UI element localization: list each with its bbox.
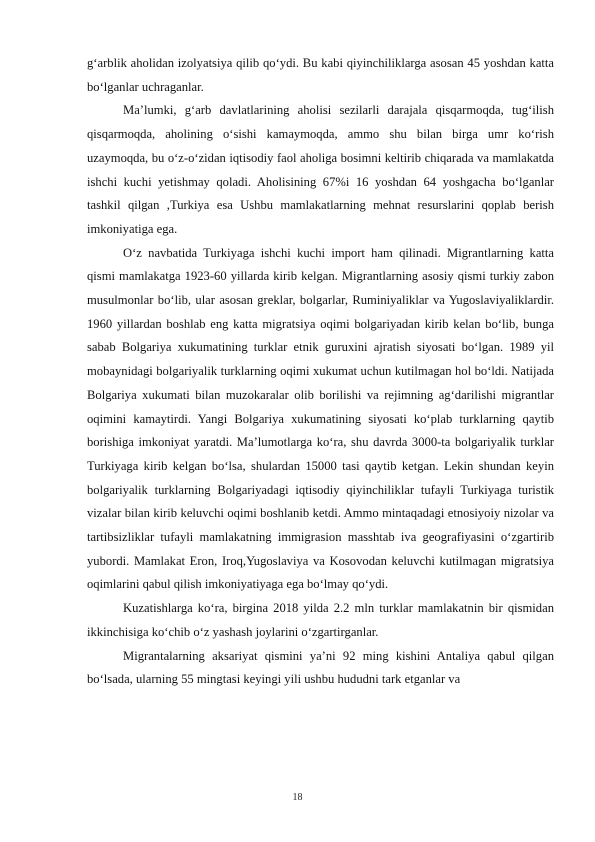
document-body [87, 52, 554, 692]
paragraph-western-population: Ma’lumki, g‘arb davlatlarining aholisi sezilarli darajala qisqarmoqda, tug‘ilish qisqarmoqda, aholining o‘sishi kamaymoqda, ammo shu bilan birga umr ko‘rish uzaymoqda, bu o‘z-o‘zidan iqtisodiy faol aholiga bosimni keltirib chiqarada va mamlakatda ishchi kuchi yetishmay qoladi. Aholisining 67%i 16 yoshdan 64 yoshgacha bo‘lganlar tashkil qilgan ,Turkiya esa Ushbu mamlakatlarning mehnat resurslarini qoplab berish imkoniyatiga ega. [87, 103, 554, 236]
paragraph-2018-migration: Kuzatishlarga ko‘ra, birgina 2018 yilda 2.2 mln turklar mamlakatnin bir qismidan ikkinchisiga ko‘chib o‘z yashash joylarini o‘zgartirganlar. [87, 601, 554, 639]
paragraph-labor-import: O‘z navbatida Turkiyaga ishchi kuchi import ham qilinadi. Migrantlarning katta qismi mamlakatga 1923-60 yillarda kirib kelgan. Migrantlarning asosiy qismi turkiy zabon musulmonlar bo‘lib, ular asosan greklar, bolgarlar, Ruminiyaliklar va Yugoslaviyaliklardir. 1960 yillardan boshlab eng katta migratsiya oqimi bolgariyadan kirib kelan bo‘lib, bunga sabab Bolgariya xukumatining turklar etnik guruxini ajratish siyosati bo‘lgan. 1989 yil mobaynidagi bolgariyalik turklarning oqimi xukumat uchun kutilmagan hol bo‘ldi. Natijada Bolgariya xukumati bilan muzokaralar olib borilishi va rejimning ag‘darilishi migrantlar oqimini kamaytirdi. Yangi Bolgariya xukumatining siyosati ko‘plab turklarning qaytib borishiga imkoniyat yaratdi. Ma’lumotlarga ko‘ra, shu davrda 3000-ta bolgariyalik turklar Turkiyaga kirib kelgan bo‘lsa, shulardan 15000 tasi qaytib ketgan. Lekin shundan keyin bolgariyalik turklarning Bolgariyadagi iqtisodiy qiyinchiliklar tufayli Turkiyaga turistik vizalar bilan kirib keluvchi oqimi boshlanib ketdi. Ammo mintaqadagi etnosiyoiy nizolar va tartibsizliklar tufayli mamlakatning immigrasion masshtab iva geografiyasini o‘zgartirib yubordi. Mamlakat Eron, Iroq,Yugoslaviya va Kosovodan keluvchi kutilmagan migratsiya oqimlarini qabul qilish imkoniyatiyaga ega bo‘lmay qo‘ydi. [87, 245, 554, 592]
page-number: 18 [292, 792, 303, 803]
paragraph-antalya: Migrantalarning aksariyat qismini ya’ni 92 ming kishini Antaliya qabul qilgan bo‘lsada, ularning 55 mingtasi keyingi yili ushbu hududni tark etganlar va [87, 648, 554, 687]
paragraph-continuation: g‘arblik aholidan izolyatsiya qilib qo‘ydi. Bu kabi qiyinchiliklarga asosan 45 yoshdan katta bo‘lganlar uchraganlar. [87, 56, 554, 94]
